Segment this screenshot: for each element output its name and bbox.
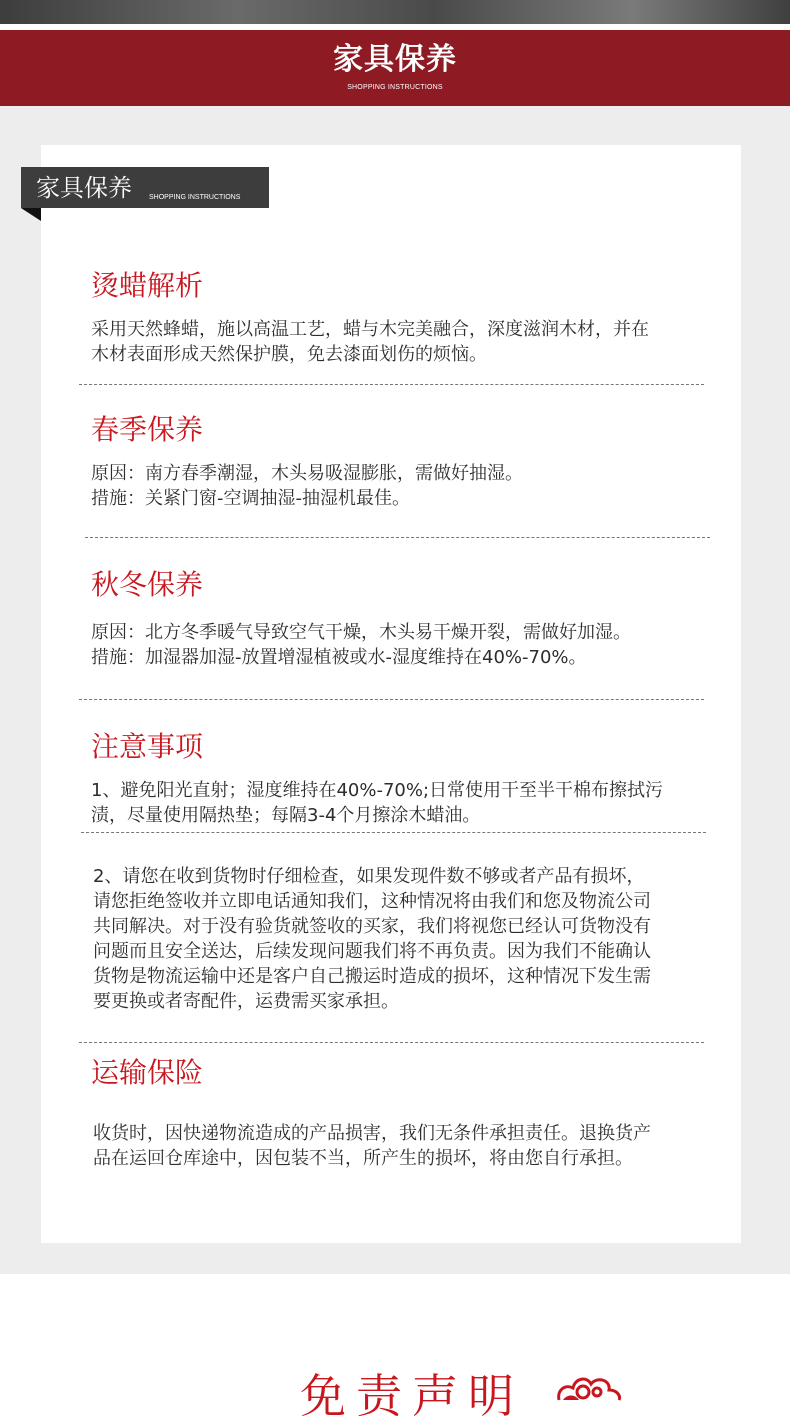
auspicious-cloud-icon — [553, 1372, 623, 1402]
heading-notice: 注意事项 — [91, 730, 204, 763]
paragraph-line: 要更换或者寄配件，运费需买家承担。 — [93, 991, 399, 1012]
paragraph-line: 2、请您在收到货物时仔细检查，如果发现件数不够或者产品有损坏， — [93, 866, 645, 887]
heading-shipping: 运输保险 — [91, 1056, 204, 1089]
dashed-divider — [79, 1042, 704, 1043]
paragraph-line: 请您拒绝签收并立即电话通知我们，这种情况将由我们和您及物流公司 — [93, 891, 651, 912]
paragraph-line: 措施：加湿器加湿-放置增湿植被或水-湿度维持在40%-70%。 — [91, 647, 587, 668]
paragraph-shipping — [93, 1121, 728, 1171]
paragraph-line: 渍，尽量使用隔热垫；每隔3-4个月擦涂木蜡油。 — [91, 805, 481, 826]
paragraph-line: 共同解决。对于没有验货就签收的买家，我们将视您已经认可货物没有 — [93, 916, 651, 937]
section-tag — [21, 167, 269, 208]
paragraph-line: 采用天然蜂蜡，施以高温工艺，蜡与木完美融合，深度滋润木材，并在 — [91, 319, 649, 340]
paragraph-line: 原因：南方春季潮湿，木头易吸湿膨胀，需做好抽湿。 — [91, 463, 523, 484]
paragraph-line: 收货时，因快递物流造成的产品损害，我们无条件承担责任。退换货产 — [93, 1123, 651, 1144]
paragraph-line: 原因：北方冬季暖气导致空气干燥，木头易干燥开裂，需做好加湿。 — [91, 622, 631, 643]
tag-fold-corner — [21, 208, 41, 221]
tag-subtitle: SHOPPING INSTRUCTIONS — [149, 194, 241, 201]
dashed-divider — [85, 537, 710, 538]
paragraph-line: 货物是物流运输中还是客户自己搬运时造成的损坏，这种情况下发生需 — [93, 966, 651, 987]
paragraph-winter — [91, 620, 726, 670]
banner-subtitle: SHOPPING INSTRUCTIONS — [347, 84, 443, 91]
paragraph-line: 木材表面形成天然保护膜，免去漆面划伤的烦恼。 — [91, 344, 487, 365]
disclaimer-title: 免责声明 — [300, 1369, 524, 1423]
paragraph-line: 1、避免阳光直射；湿度维持在40%-70%;日常使用干至半干棉布擦拭污 — [91, 780, 664, 801]
heading-spring: 春季保养 — [91, 413, 204, 446]
tag-title: 家具保养 — [36, 174, 132, 202]
dashed-divider — [81, 832, 706, 833]
banner-title: 家具保养 — [333, 42, 457, 77]
top-photo-strip — [0, 0, 790, 24]
paragraph-spring — [91, 461, 726, 511]
section-banner — [0, 30, 790, 106]
dashed-divider — [79, 699, 704, 700]
dashed-divider — [79, 384, 704, 385]
heading-wax: 烫蜡解析 — [91, 269, 204, 302]
paragraph-line: 问题而且安全送达，后续发现问题我们将不再负责。因为我们不能确认 — [93, 941, 651, 962]
paragraph-line: 品在运回仓库途中，因包装不当，所产生的损坏，将由您自行承担。 — [93, 1148, 633, 1169]
heading-winter: 秋冬保养 — [91, 568, 204, 601]
paragraph-wax — [91, 317, 726, 367]
paragraph-inspection — [93, 864, 728, 1014]
paragraph-line: 措施：关紧门窗-空调抽湿-抽湿机最佳。 — [91, 488, 410, 509]
paragraph-notice — [91, 778, 726, 828]
